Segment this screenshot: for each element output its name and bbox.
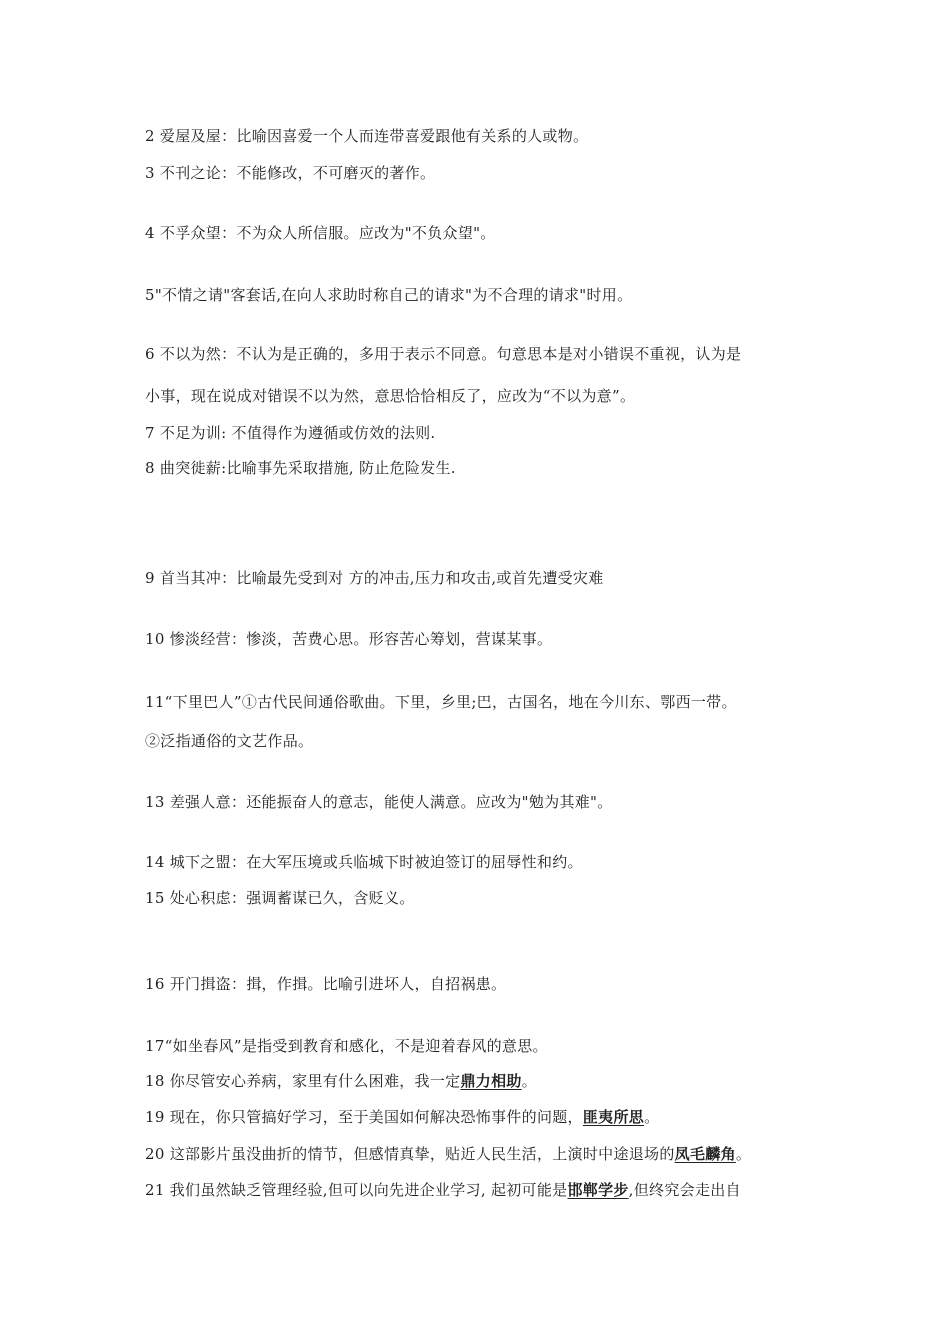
entry-11-continuation: ②泛指通俗的文艺作品。 <box>145 732 314 750</box>
entry-19-text: 19 现在，你只管搞好学习，至于美国如何解决恐怖事件的问题， <box>145 1108 583 1126</box>
entry-18-end: 。 <box>521 1072 537 1090</box>
entry-3-line: 3 不刊之论：不能修改，不可磨灭的著作。 <box>145 164 436 182</box>
entry-20-text: 20 这部影片虽没曲折的情节，但感情真挚，贴近人民生活，上演时中途退场的 <box>145 1145 675 1163</box>
entry-20-line <box>145 1144 751 1164</box>
entry-15-line: 15 处心积虑：强调蓄谋已久，含贬义。 <box>145 889 415 907</box>
entry-20-idiom: 凤毛麟角 <box>674 1145 736 1163</box>
entry-16-line: 16 开门揖盗：揖，作揖。比喻引进坏人，自招祸患。 <box>145 975 507 993</box>
entry-5-line: 5"不情之请"客套话,在向人求助时称自己的请求"为不合理的请求"时用。 <box>145 286 633 304</box>
entry-6-continuation: 小事，现在说成对错误不以为然，意思恰恰相反了，应改为“不以为意”。 <box>145 387 636 405</box>
entry-19-idiom: 匪夷所思 <box>582 1108 645 1126</box>
entry-11-line: 11“下里巴人”①古代民间通俗歌曲。下里，乡里;巴，古国名，地在今川东、鄂西一带。 <box>145 693 737 711</box>
entry-13-line: 13 差强人意：还能振奋人的意志，能使人满意。应改为"勉为其难"。 <box>145 793 613 811</box>
entry-18-line <box>145 1071 537 1091</box>
entry-7-line: 7 不足为训: 不值得作为遵循或仿效的法则. <box>145 424 436 442</box>
entry-17-line: 17“如坐春风”是指受到教育和感化，不是迎着春风的意思。 <box>145 1037 548 1055</box>
entry-4-line: 4 不孚众望：不为众人所信服。应改为"不负众望"。 <box>145 224 496 242</box>
entry-21-idiom: 邯郸学步 <box>567 1181 629 1199</box>
entry-10-line: 10 惨淡经营：惨淡，苦费心思。形容苦心筹划，营谋某事。 <box>145 630 553 648</box>
entry-8-line: 8 曲突徙薪:比喻事先采取措施, 防止危险发生. <box>145 459 456 477</box>
entry-19-end: 。 <box>644 1108 660 1126</box>
entry-20-end: 。 <box>735 1145 752 1163</box>
entry-18-text: 18 你尽管安心养病，家里有什么困难，我一定 <box>145 1072 461 1090</box>
entry-18-idiom: 鼎力相助 <box>460 1072 522 1090</box>
entry-6-line: 6 不以为然：不认为是正确的，多用于表示不同意。句意思本是对小错误不重视，认为是 <box>145 345 742 363</box>
entry-21-end: ,但终究会走出自 <box>628 1181 741 1199</box>
entry-21-line <box>145 1180 741 1200</box>
entry-2-line: 2 爱屋及屋：比喻因喜爱一个人而连带喜爱跟他有关系的人或物。 <box>145 127 589 145</box>
entry-14-line: 14 城下之盟：在大军压境或兵临城下时被迫签订的屈辱性和约。 <box>145 853 583 871</box>
entry-9-line: 9 首当其冲：比喻最先受到对 方的冲击,压力和攻击,或首先遭受灾难 <box>145 569 604 587</box>
entry-19-line <box>145 1107 659 1127</box>
entry-21-text: 21 我们虽然缺乏管理经验,但可以向先进企业学习, 起初可能是 <box>145 1181 568 1199</box>
